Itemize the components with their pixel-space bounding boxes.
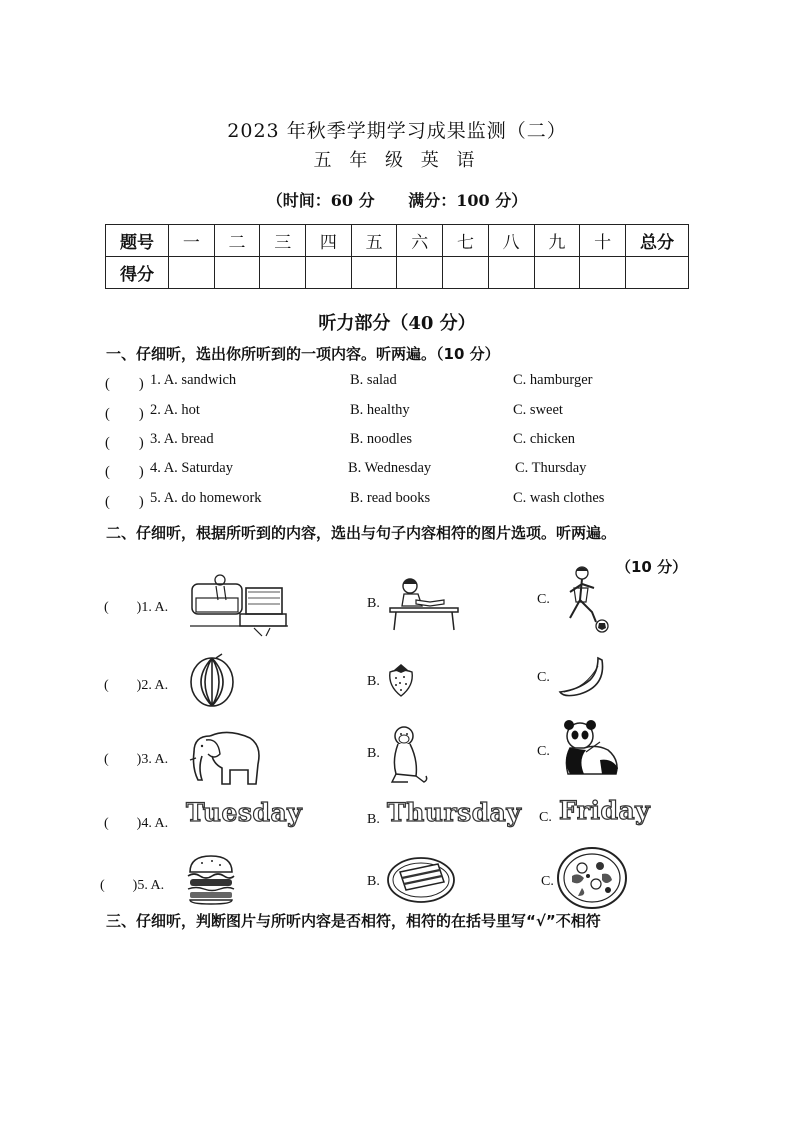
score-input-cell[interactable] — [580, 257, 626, 289]
score-input-cell[interactable] — [214, 257, 260, 289]
reading-girl-icon — [388, 574, 462, 632]
score-cell: 九 — [534, 225, 580, 257]
option-a-label[interactable]: ( )5. A. — [100, 878, 165, 893]
option-c: C. Thursday — [515, 460, 587, 476]
option-a-label[interactable]: ( )1. A. — [104, 600, 169, 615]
listening-part-title: 听力部分（40 分） — [318, 313, 476, 334]
option-b: B. healthy — [350, 402, 410, 418]
option-a-label[interactable]: ( )3. A. — [104, 752, 169, 767]
option-c-label[interactable]: C. — [541, 874, 554, 889]
picture-question-row — [100, 722, 700, 792]
section2-score: （10 分） — [616, 558, 688, 576]
panda-icon — [556, 720, 622, 778]
score-cell: 一 — [169, 225, 215, 257]
score-table — [105, 224, 689, 289]
question-row — [105, 431, 705, 453]
score-cell: 五 — [351, 225, 397, 257]
score-input-cell[interactable] — [351, 257, 397, 289]
option-c-label[interactable]: C. — [539, 810, 552, 825]
exam-title: 2023 年秋季学期学习成果监测（二） — [227, 120, 567, 142]
word-option-tuesday: Tuesday — [186, 798, 303, 827]
answer-paren[interactable]: ( ) — [105, 406, 144, 422]
score-table-header-row — [106, 225, 689, 257]
score-cell: 八 — [488, 225, 534, 257]
exam-subtitle: 五 年 级 英 语 — [313, 150, 481, 171]
option-b: B. Wednesday — [348, 460, 432, 476]
strawberry-icon — [386, 664, 416, 698]
banana-icon — [558, 656, 606, 698]
picture-question-row — [100, 652, 700, 722]
option-b-label[interactable]: B. — [367, 596, 380, 611]
option-c-label[interactable]: C. — [537, 744, 550, 759]
elephant-icon — [184, 724, 264, 788]
section2-heading: 二、仔细听，根据所听到的内容，选出与句子内容相符的图片选项。听两遍。 — [106, 524, 617, 542]
score-input-cell[interactable] — [443, 257, 489, 289]
score-input-cell[interactable] — [534, 257, 580, 289]
score-cell: 题号 — [106, 225, 169, 257]
option-a: 3. A. bread — [150, 431, 214, 447]
word-option-friday: Friday — [559, 796, 651, 825]
picture-question-row — [100, 570, 700, 640]
option-a: 5. A. do homework — [150, 490, 262, 506]
option-c: C. wash clothes — [513, 490, 605, 506]
question-row — [105, 490, 705, 512]
score-input-cell[interactable] — [169, 257, 215, 289]
time-limit: （时间：60 分 — [266, 191, 375, 210]
question-row — [105, 372, 705, 394]
section1-heading: 一、仔细听，选出你所听到的一项内容。听两遍。（10 分） — [106, 345, 500, 363]
score-cell: 七 — [443, 225, 489, 257]
score-input-cell[interactable] — [260, 257, 306, 289]
option-c: C. sweet — [513, 402, 563, 418]
answer-paren[interactable]: ( ) — [105, 435, 144, 451]
option-a: 1. A. sandwich — [150, 372, 237, 388]
soccer-girl-icon — [552, 564, 612, 634]
answer-paren[interactable]: ( ) — [105, 494, 144, 510]
score-cell: 四 — [306, 225, 352, 257]
score-label-cell: 得分 — [106, 257, 169, 289]
salad-icon — [556, 846, 628, 910]
exam-time-info — [0, 188, 794, 211]
option-c: C. chicken — [513, 431, 576, 447]
score-input-cell[interactable] — [306, 257, 352, 289]
score-input-cell[interactable] — [397, 257, 443, 289]
option-b: B. salad — [350, 372, 397, 388]
score-cell: 二 — [214, 225, 260, 257]
option-a: 4. A. Saturday — [150, 460, 233, 476]
score-input-cell[interactable] — [488, 257, 534, 289]
watching-tv-icon — [188, 570, 292, 638]
option-a-label[interactable]: ( )2. A. — [104, 678, 169, 693]
monkey-icon — [388, 724, 430, 786]
score-cell: 六 — [397, 225, 443, 257]
option-c-label[interactable]: C. — [537, 670, 550, 685]
full-score: 满分：100 分） — [408, 191, 528, 210]
option-c-label[interactable]: C. — [537, 592, 550, 607]
watermelon-icon — [188, 654, 236, 708]
answer-paren[interactable]: ( ) — [105, 464, 144, 480]
option-b-label[interactable]: B. — [367, 674, 380, 689]
score-cell: 三 — [260, 225, 306, 257]
option-b-label[interactable]: B. — [367, 874, 380, 889]
option-c: C. hamburger — [513, 372, 593, 388]
answer-paren[interactable]: ( ) — [105, 376, 144, 392]
question-row — [105, 402, 705, 424]
score-cell: 总分 — [626, 225, 689, 257]
question-row — [105, 460, 705, 482]
hamburger-icon — [186, 854, 236, 906]
option-b-label[interactable]: B. — [367, 812, 380, 827]
option-a: 2. A. hot — [150, 402, 200, 418]
option-a-label[interactable]: ( )4. A. — [104, 816, 169, 831]
option-b: B. noodles — [350, 431, 413, 447]
option-b: B. read books — [350, 490, 431, 506]
score-cell: 十 — [580, 225, 626, 257]
score-table-score-row — [106, 257, 689, 289]
score-input-cell[interactable] — [626, 257, 689, 289]
section3-heading: 三、仔细听，判断图片与所听内容是否相符，相符的在括号里写“√”不相符 — [106, 912, 601, 930]
word-option-thursday: Thursday — [387, 798, 522, 827]
option-b-label[interactable]: B. — [367, 746, 380, 761]
sandwich-icon — [386, 852, 456, 904]
